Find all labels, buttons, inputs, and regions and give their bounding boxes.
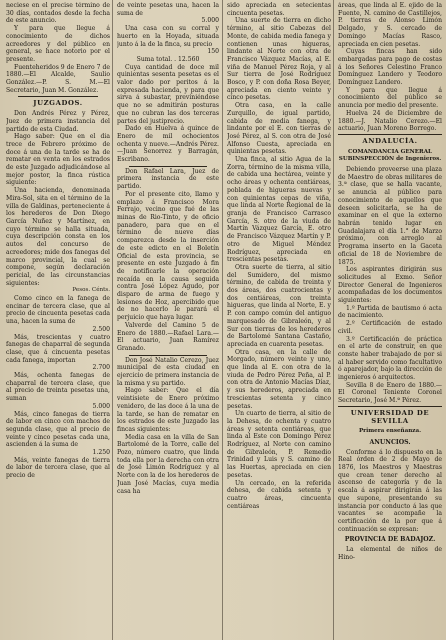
paragraph: La elemental de niños de Hino- — [338, 546, 442, 561]
amount-value: 2.500 — [92, 325, 110, 333]
column-3 — [227, 2, 331, 638]
paragraph: sido apreciada en setecientas cincuenta pesetas. — [227, 2, 331, 17]
paragraph: Conforme á lo dispuesto en la Real órden de 2 de Mayo de 1876, los Maestros y Maestras que crean tener derecho al ascenso de categoría y de la escala á aspirar dirigirán á las que supone, presentando su instancia por conducto á las que vacantes se acompañe la certificación de la por que á continuación se expresan: — [338, 448, 442, 533]
paragraph: Y para que llegue á conocimiento del público se anuncia por medio del presente. — [338, 86, 442, 110]
column-2 — [117, 2, 219, 638]
amount-value: 1.250 — [92, 449, 110, 457]
paragraph: Como cinco en la fanega de encinar de tercera clase, que al precio de cincuenta pesetas cada una, hacen la suma de — [6, 295, 110, 326]
section-divider — [129, 355, 207, 356]
section-divider — [129, 166, 207, 167]
paragraph: Don José Natalio Cerezo, Juez municipal de esta ciudad en ejercicio de primera instancia de la misma y su partido. — [117, 356, 219, 387]
sum-total: Suma total. . 12.560 — [136, 55, 200, 63]
section-heading-juzgados: JUZGADOS. — [33, 99, 83, 108]
section-divider — [338, 406, 442, 407]
paragraph: Otra suerte de tierra, al sitio del Sumidero, del mismo término, de cabida de treinta y dos áreas, dos cuatrocientas y dos centiáreas, con treinta higueras, que linda al Norte, E. y P. con campo común del antiguo marquesado de Gibraleón, y al Sur con tierras de los herederos de Bartolomé Santana Castaño, apreciada en cuarenta pesetas. — [227, 263, 331, 348]
currency-header: Pesos. Cénts. — [72, 287, 110, 294]
paragraph: Cuya cantidad de doce mil quinientas sesenta pesetas es el valor dado por peritos á la expresada hacienda, y para que sirva á subastar, previniéndose que no se admitirán posturas que no cubran las dos terceras partes del justiprecio. — [117, 63, 219, 125]
paragraph: Media casa en la villa de San Bartolomé de la Torre, calle del Pozo, número cuatro, que linda toda ella por la derecha con otra de José Limón Rodríguez y al Norte con la de los herederos de Juan José Macías, cuya media casa ha — [117, 433, 219, 495]
paragraph: Cuyas fincas han sido embargadas para pago de costas á los Señores Celestino Franco Domínguez Landero y Teodoro Domínguez Landero. — [338, 48, 442, 87]
paragraph: áreas, que linda al E. ejido de la Fuente, N. camino de Castillejos, P. tierras de Alonso Limón Delgado, y S. cercado de Domingo Macías Rasco, apreciada en cien pesetas. — [338, 2, 442, 48]
section-divider — [18, 96, 98, 97]
paragraph: Una suerte de tierra en dicho término, al sitio Cabezas del Monte, de cabida media fanega y contienen unas higueras, lindante al Norte con otra de Francisco Vázquez Macías, al E. viña de Manuel Pérez Roja, y al Sur tierra de José Rodríguez Bosco, y P. con doña Rosa Beyer, apreciada en ciento veinte y cinco pesetas. — [227, 17, 331, 102]
paragraph: Debiendo proveerse una plaza de Maestro de obras militares de 3.ª clase, que se halla vacante, se anuncia al público para conocimiento de aquellos que deseen solicitarla, se ha de examinar en el que la externo habrán tenido lugar en Guadalajara el día 1.° de Marzo próximo, con arreglo al Programa inserto en la Gaceta oficial de 18 de Noviembre de 1875. — [338, 166, 442, 266]
section-divider — [338, 134, 442, 135]
paragraph: neciese en el precise término de 30 días, contados desde la fecha de este anuncio. — [6, 2, 110, 25]
list-item: 1.º Partida de bautismo ó acta de nacimiento. — [338, 304, 442, 320]
paragraph: Hago saber: Que en el dia trece de Febrero próximo de doce á una de la tarde se ha de rematar en venta en los estrados de este Juzgado adjudicándose al mejor postor, la finca rústica siguiente: — [6, 133, 110, 187]
paragraph: Otra casa, en la calle de Morgado, número veinte y uno, que linda al E. con otra de la viuda de Pedro Pérez Peña, al P. con otra de Antonio Macías Díaz, y sus herederos, apreciada en trescientas setenta y cinco pesetas. — [227, 348, 331, 410]
subsection-heading-badajoz: PROVINCIA DE BADAJOZ. — [344, 536, 436, 544]
amount-value: 150 — [207, 48, 219, 56]
signature-paragraph: Valverde del Camino 5 de Enero de 1880.—Rafael Lara.—El actuario, Juan Ramírez Granado. — [117, 321, 219, 352]
subsection-heading-anuncios: ANUNCIOS. — [369, 438, 411, 446]
paragraph: Un cuarto de tierra, al sitio de la Dehesa, de ochenta y cuatro áreas y setenta centiáreas, que linda al Este con Domingo Pérez Rodríguez, al Norte con camino de Gibraleón, P. Remedio Trinidad y Luis y S. camino de las Huertas, apreciada en cien pesetas. — [227, 410, 331, 479]
section-heading-universidad: UNIVERSIDAD DE SEVILLA — [350, 408, 430, 425]
paragraph: Más, cinco fanegas de tierra de labor en cinco con machos de segunda clase, que al precio de veinte y cinco pesetas cada una, ascienden á la suma de — [6, 410, 110, 449]
paragraph: Una casa con su corral y huerto en la Hoyada, situada junto á la de la finca, su precio — [117, 25, 219, 48]
paragraph: de veinte pesetas una, hacen la suma de — [117, 2, 219, 17]
column-rule — [222, 0, 223, 640]
signature-paragraph: Dado en Huelva á quince de Enero de mil ochocientos ochenta y nueve.—Andrés Pérez.—Juan Senorrez y Barragán, Escribano. — [117, 125, 219, 164]
amount-value: 5.000 — [92, 402, 110, 410]
amount-value: 5.000 — [201, 17, 219, 25]
paragraph: Y para que llegue á conocimiento de dichos acreedores y del público en general, se hace notorio por el presente. — [6, 25, 110, 63]
paragraph: Más, veinte fanegas de tierra de labor de tercera clase, que al precio de — [6, 456, 110, 480]
signature-paragraph: Huelva 24 de Diciembre de 1880.—J. Natalio Cerezo.—El actuario, Juan Moreno Borrego. — [338, 109, 442, 133]
paragraph: Hago saber: Que el día veintisiete de Enero próximo venidero, de las doce á la una de la tarde, se han de rematar en los estrados de este Juzgado las fincas siguientes: — [117, 387, 219, 433]
paragraph: Un cercado, en la referida dehesa, de cabida setenta y cuatro áreas, cincuenta centiáreas — [227, 479, 331, 510]
amount-value: 2.700 — [92, 364, 110, 372]
subsection-heading-comandancia: COMANDANCIA GENERAL SUBINSPECCIÓN de Ingenieros. — [338, 148, 442, 163]
paragraph: Una finca, al sitio Agua de la Zorra, término de la misma villa, de cabida una hectárea, veinte y ocho áreas y ochenta centiáreas, poblada de higueras nuevas y con quinientas cepas de viña, que linda al Norte Regional de la granja de Francisco Carrasco García, S. otro de la viuda de Martín Vázquez García, E. otro de Francisco Vázquez Martín y P. otro de Miguel Méndez Rodríguez, apreciada en trescientas pesetas. — [227, 156, 331, 264]
paragraph: Más, trescientas y cuatro fanegas de chaparral de segunda clase, que á cincuenta pesetas cada fanega, importan — [6, 333, 110, 364]
list-item: 2.º Certificación de estado civil. — [338, 320, 442, 335]
paragraph: Una hacienda, denominada Mira-Sol, sita en el término de la villa de Galdinas, perteneciente á los herederos de Don Diego García Nuñez y Martínez, en cuyo término se halla situada, cuya descripción consta en los autos del concurso de acreedores; mide dos fanegas del marco provincial, la cual se compone, según declaración pericial, de las circunstancias siguientes: — [6, 187, 110, 287]
paragraph: Don Andrés Pérez y Pérez, Juez de primera instancia del partido de esta Ciudad. — [6, 110, 110, 133]
subsection-heading-primera: Primera enseñanza. — [358, 428, 422, 435]
signature-paragraph: Fuenteheridos 9 de Enero 7 de 1880.—El Alcalde, Saulio González.—P. S. M.—El Secretario, Juan M. González. — [6, 63, 110, 94]
paragraph: Más, ochenta fanegas de chaparral de tercera clase, que al precio de treinta pesetas una, suman — [6, 372, 110, 403]
column-4 — [338, 2, 442, 638]
paragraph: Por el presente cito, llamo y emplazo á Francisco Mora Ferrajo, vecino que fué de las minas de Rio-Tinto, y de oficio panadero, para que en el término de nueve días comparezca desde la inserción de este edicto en el Boletín Oficial de esta provincia, se presente en este Juzgado á fin de notificarle la operación recaída en la causa seguida contra José López Agudo, por disparo de arma de fuego y lesiones de Hoz, apercibido que de no hacerlo le parará el perjuicio que haya lugar. — [117, 190, 219, 322]
paragraph: Los aspirantes dirigirán sus solicitudes al Exmo. Señor Director General de Ingenieros acompañadas de los documentos siguientes: — [338, 266, 442, 305]
column-rule — [112, 0, 113, 640]
signature-paragraph: Sevilla 8 de Enero de 1880.—El Coronel Teniente Coronel Secretario, José M.ª Pérez. — [338, 381, 442, 405]
section-heading-andalucia: ANDALUCÍA. — [362, 136, 418, 145]
column-rule — [333, 0, 334, 640]
paragraph: Don Rafael Lara, Juez de primera instancia de este partido. — [117, 167, 219, 191]
paragraph: Otra casa, en la calle Zurquillo, de igual partido, cabida de media fanega, y lindante por el E. con tierras de José Pérez, al S. con otra de José Alfonso Cuesta, apreciada en quinientas pesetas. — [227, 102, 331, 156]
column-1 — [6, 2, 110, 638]
list-item: 3.º Certificación de práctica en el arte de construir, en que conste haber trabajado de por si al haber servido como facultativo ó aparejador, bajo la dirección de ingenieros ó arquitectos. — [338, 335, 442, 382]
